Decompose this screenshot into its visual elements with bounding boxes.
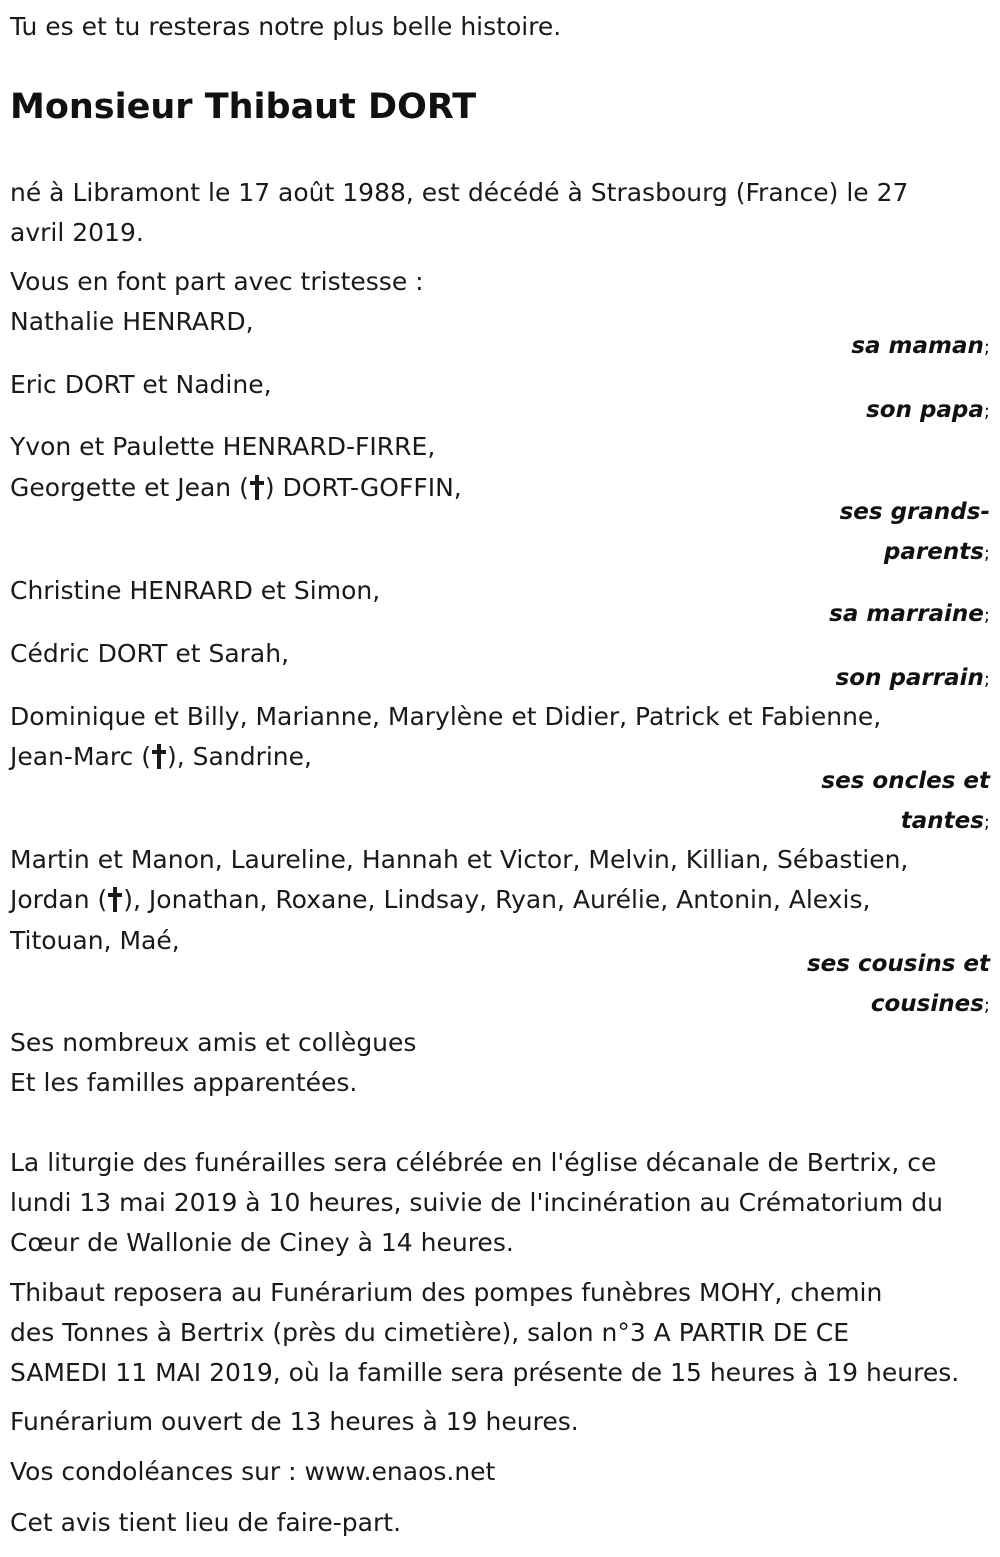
uncles-aunts-relation-line-2: tantes; (900, 808, 990, 834)
cousins-line-3: Titouan, Maé, (10, 926, 180, 955)
motto: Tu es et tu resteras notre plus belle histoire. (10, 12, 562, 41)
mother-name: Nathalie HENRARD, (10, 307, 254, 336)
separator: ; (983, 669, 990, 690)
viewing-line-3: SAMEDI 11 MAI 2019, où la famille sera présente de 15 heures à 19 heures. (10, 1358, 960, 1387)
announce-intro: Vous en font part avec tristesse : (10, 267, 424, 296)
mother-relation: sa maman; (851, 333, 990, 359)
grandparents-name-2: Georgette et Jean ( ) DORT-GOFFIN, (10, 473, 462, 502)
separator: ; (983, 401, 990, 422)
viewing-line-2: des Tonnes à Bertrix (près du cimetière), salon n°3 A PARTIR DE CE (10, 1318, 850, 1347)
funeral-line-2: lundi 13 mai 2019 à 10 heures, suivie de l'incinération au Crématorium du (10, 1188, 943, 1217)
cousins-line-2: Jordan ( ), Jonathan, Roxane, Lindsay, Ryan, Aurélie, Antonin, Alexis, (10, 885, 871, 914)
cross-icon (250, 474, 264, 500)
godfather-name: Cédric DORT et Sarah, (10, 639, 290, 668)
separator: ; (983, 543, 990, 564)
cross-icon (152, 743, 166, 769)
cousins-line-1: Martin et Manon, Laureline, Hannah et Victor, Melvin, Killian, Sébastien, (10, 845, 909, 874)
father-name: Eric DORT et Nadine, (10, 370, 272, 399)
grandparents-name-1: Yvon et Paulette HENRARD-FIRRE, (10, 432, 436, 461)
funeral-line-1: La liturgie des funérailles sera célébrée en l'église décanale de Bertrix, ce (10, 1148, 937, 1177)
grandparents-relation-line-1: ses grands- (839, 499, 990, 525)
cousins-relation-line-2: cousines; (870, 991, 990, 1017)
cousins-relation-line-1: ses cousins et (806, 951, 990, 977)
opening-hours: Funérarium ouvert de 13 heures à 19 heures. (10, 1407, 579, 1436)
grandparents-relation-line-2: parents; (883, 539, 990, 565)
godmother-name: Christine HENRARD et Simon, (10, 576, 381, 605)
separator: ; (983, 337, 990, 358)
relatives-line: Et les familles apparentées. (10, 1068, 358, 1097)
friends-line: Ses nombreux amis et collègues (10, 1028, 417, 1057)
deceased-name: Monsieur Thibaut DORT (10, 87, 477, 127)
uncles-aunts-line-1: Dominique et Billy, Marianne, Marylène et Didier, Patrick et Fabienne, (10, 702, 882, 731)
separator: ; (983, 812, 990, 833)
funeral-line-3: Cœur de Wallonie de Ciney à 14 heures. (10, 1228, 514, 1257)
birth-death-line-2: avril 2019. (10, 218, 144, 247)
notice-line: Cet avis tient lieu de faire-part. (10, 1508, 402, 1537)
father-relation: son papa; (866, 397, 990, 423)
godmother-relation: sa marraine; (829, 601, 990, 627)
uncles-aunts-line-2: Jean-Marc ( ), Sandrine, (10, 742, 312, 771)
godfather-relation: son parrain; (835, 665, 990, 691)
separator: ; (983, 995, 990, 1016)
condolences-line: Vos condoléances sur : www.enaos.net (10, 1457, 496, 1486)
uncles-aunts-relation-line-1: ses oncles et (821, 768, 990, 794)
cross-icon (108, 886, 122, 912)
viewing-line-1: Thibaut reposera au Funérarium des pompes funèbres MOHY, chemin (10, 1278, 883, 1307)
birth-death-line-1: né à Libramont le 17 août 1988, est décédé à Strasbourg (France) le 27 (10, 178, 909, 207)
separator: ; (983, 605, 990, 626)
